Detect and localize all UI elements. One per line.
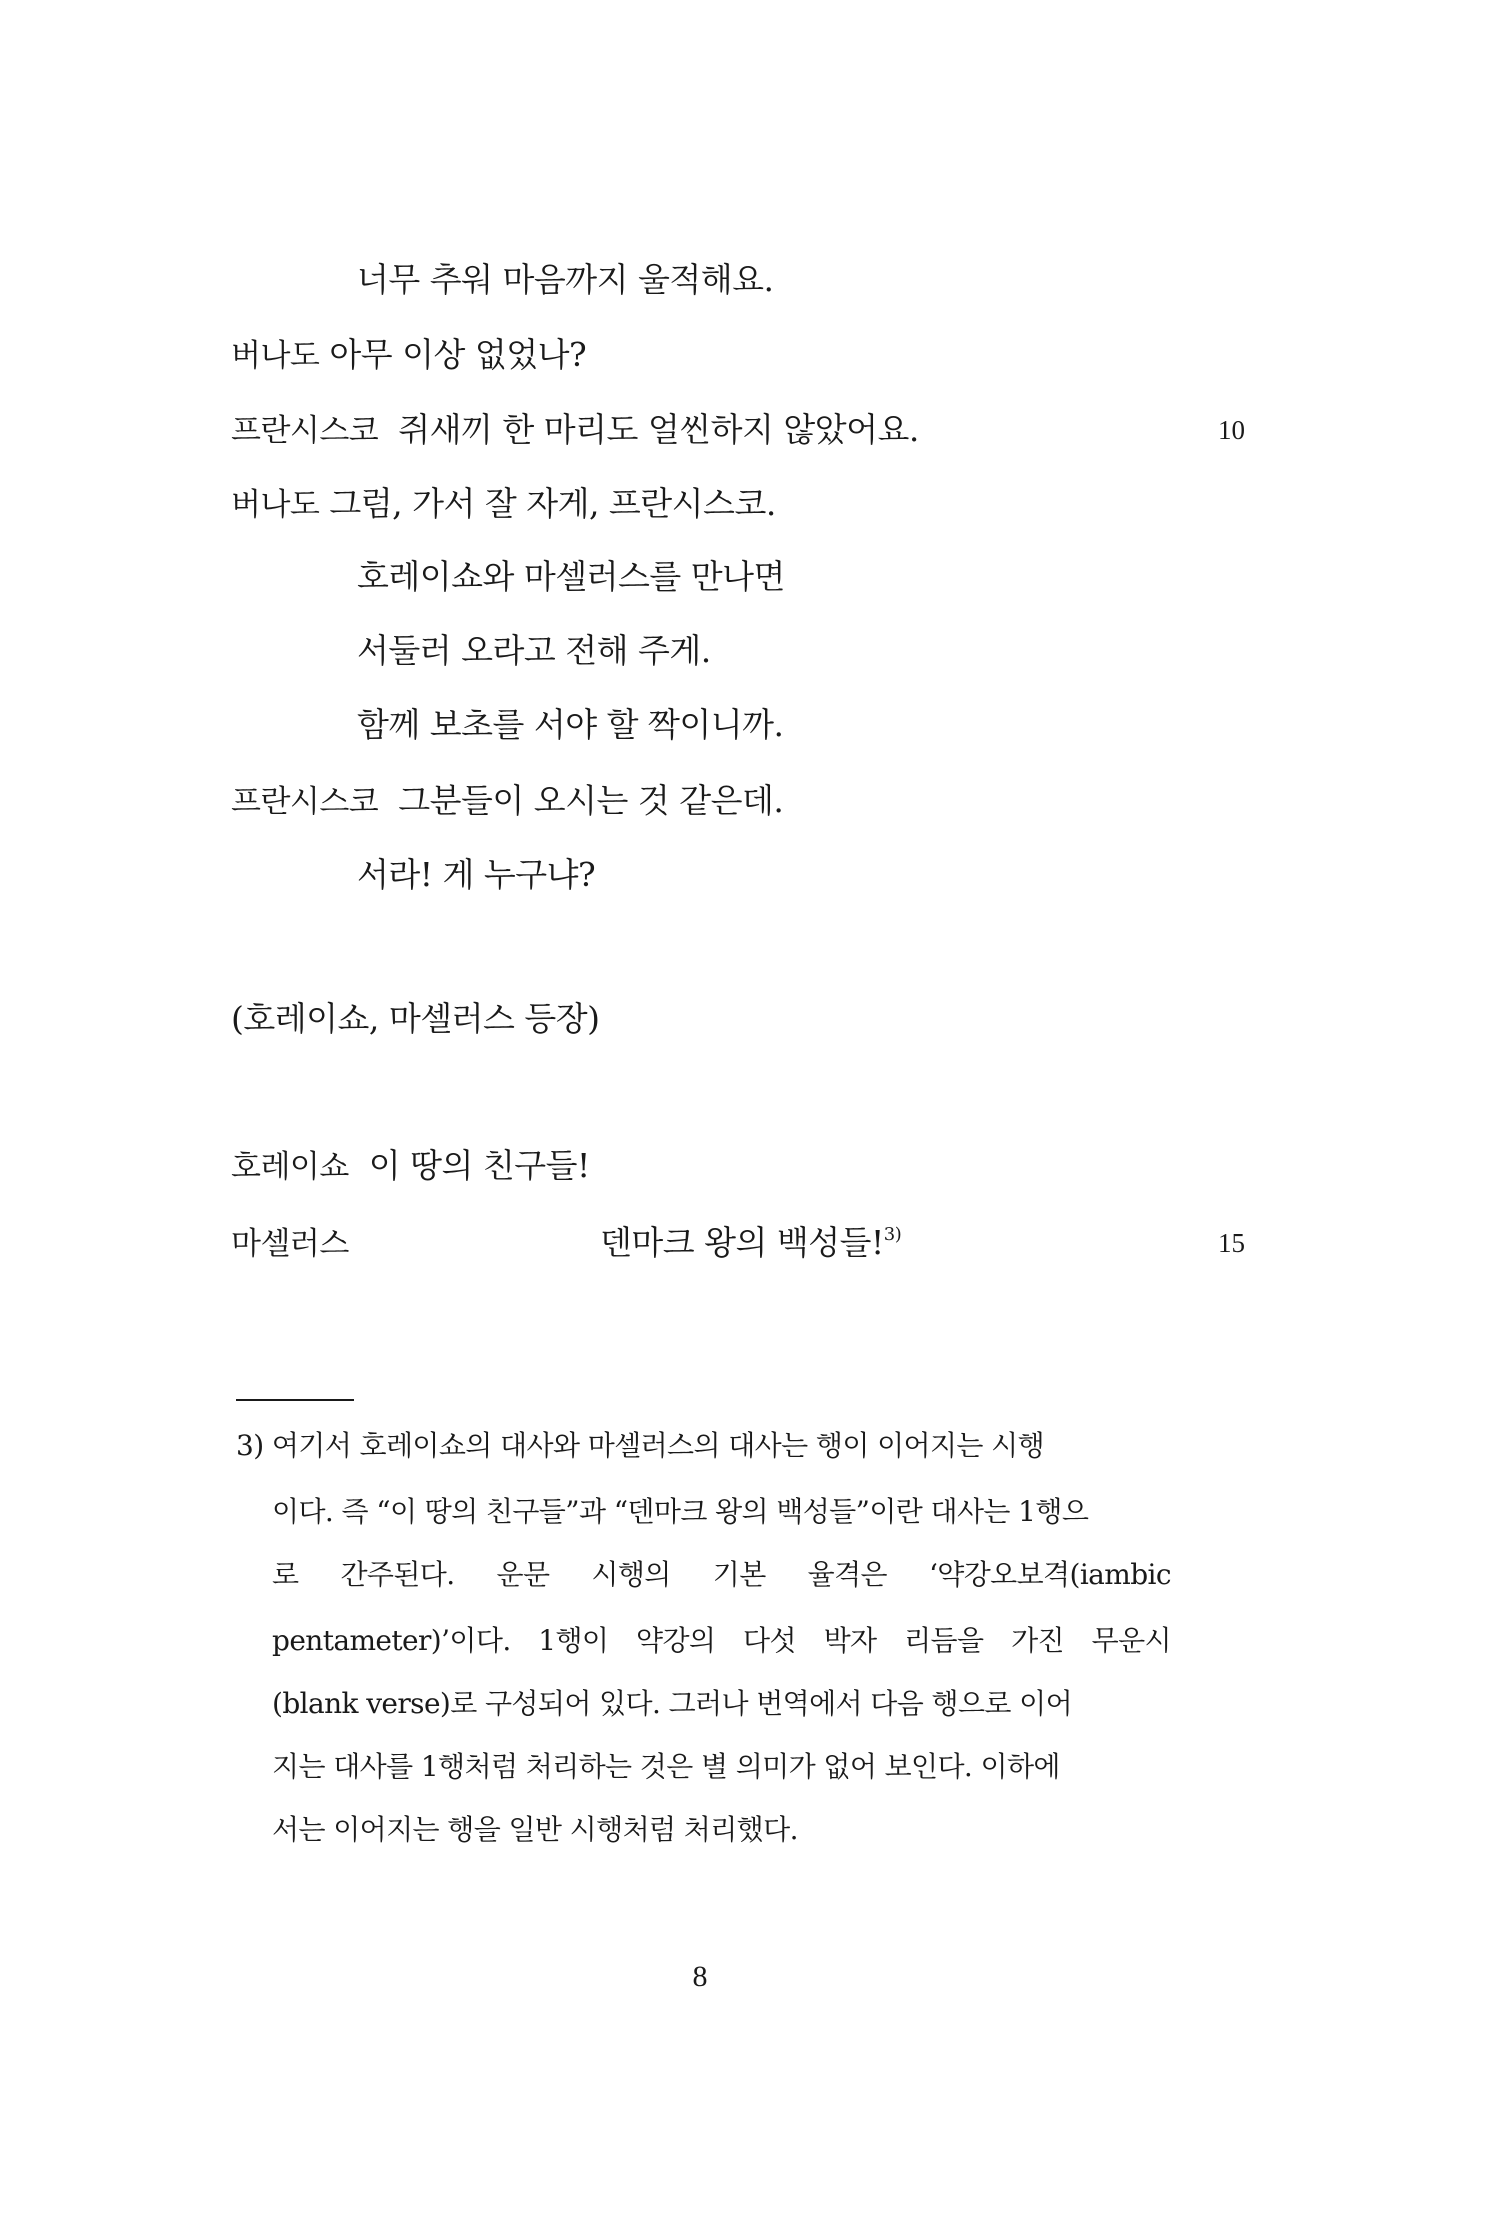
footnote-marker: 3) xyxy=(236,1429,264,1462)
footnote-line: 로 간주된다. 운문 시행의 기본 율격은 ‘약강오보격(iambic xyxy=(272,1558,1171,1591)
verse-text: 쥐새끼 한 마리도 얼씬하지 않았어요. xyxy=(398,410,919,449)
verse-line xyxy=(357,705,784,745)
verse-line xyxy=(357,557,785,597)
stage-direction: (호레이쇼, 마셀러스 등장) xyxy=(231,999,600,1038)
speaker-name: 호레이쇼 xyxy=(231,1149,349,1185)
verse-line xyxy=(231,484,776,525)
verse-line xyxy=(231,781,783,822)
verse-text: 아무 이상 없었나? xyxy=(329,335,587,374)
verse-line xyxy=(231,410,919,451)
verse-text: 덴마크 왕의 백성들! xyxy=(600,1223,884,1262)
verse-text: 서둘러 오라고 전해 주게. xyxy=(357,631,711,670)
verse-line xyxy=(357,855,595,895)
verse-line xyxy=(357,631,711,671)
footnote-separator xyxy=(236,1399,354,1401)
page-number: 8 xyxy=(692,1960,708,1993)
verse-line xyxy=(231,1146,590,1187)
footnote-reference[interactable]: 3) xyxy=(883,1224,902,1245)
verse-line xyxy=(231,335,586,376)
verse-text: 서라! 게 누구냐? xyxy=(357,855,596,894)
line-number: 10 xyxy=(1218,415,1245,445)
speaker-name: 버나도 xyxy=(231,487,320,523)
verse-text: 너무 추워 마음까지 울적해요. xyxy=(357,260,774,299)
verse-text: 함께 보초를 서야 할 짝이니까. xyxy=(357,705,784,744)
speaker-name: 프란시스코 xyxy=(231,784,379,820)
verse-text: 호레이쇼와 마셀러스를 만나면 xyxy=(357,557,785,596)
footnote-line: pentameter)’이다. 1행이 약강의 다섯 박자 리듬을 가진 무운시 xyxy=(272,1624,1171,1657)
verse-text: 이 땅의 친구들! xyxy=(368,1146,590,1185)
verse-text: 그럼, 가서 잘 자게, 프란시스코. xyxy=(329,484,776,523)
speaker-name: 프란시스코 xyxy=(231,413,379,449)
footnote-line: (blank verse)로 구성되어 있다. 그러나 번역에서 다음 행으로 이어 xyxy=(272,1687,1073,1720)
footnote-line: 서는 이어지는 행을 일반 시행처럼 처리했다. xyxy=(272,1813,798,1846)
speaker-name: 버나도 xyxy=(231,338,320,374)
verse-line-continuation xyxy=(600,1223,901,1263)
verse-line xyxy=(231,1223,349,1264)
footnote-line: 이다. 즉 “이 땅의 친구들”과 “덴마크 왕의 백성들”이란 대사는 1행으 xyxy=(272,1495,1089,1528)
verse-line xyxy=(357,260,774,300)
footnote-line: 지는 대사를 1행처럼 처리하는 것은 별 의미가 없어 보인다. 이하에 xyxy=(272,1750,1060,1783)
speaker-name: 마셀러스 xyxy=(231,1226,349,1262)
line-number: 15 xyxy=(1218,1228,1245,1258)
verse-text: 그분들이 오시는 것 같은데. xyxy=(398,781,784,820)
footnote-line: 3) 여기서 호레이쇼의 대사와 마셀러스의 대사는 행이 이어지는 시행 xyxy=(236,1429,1045,1462)
